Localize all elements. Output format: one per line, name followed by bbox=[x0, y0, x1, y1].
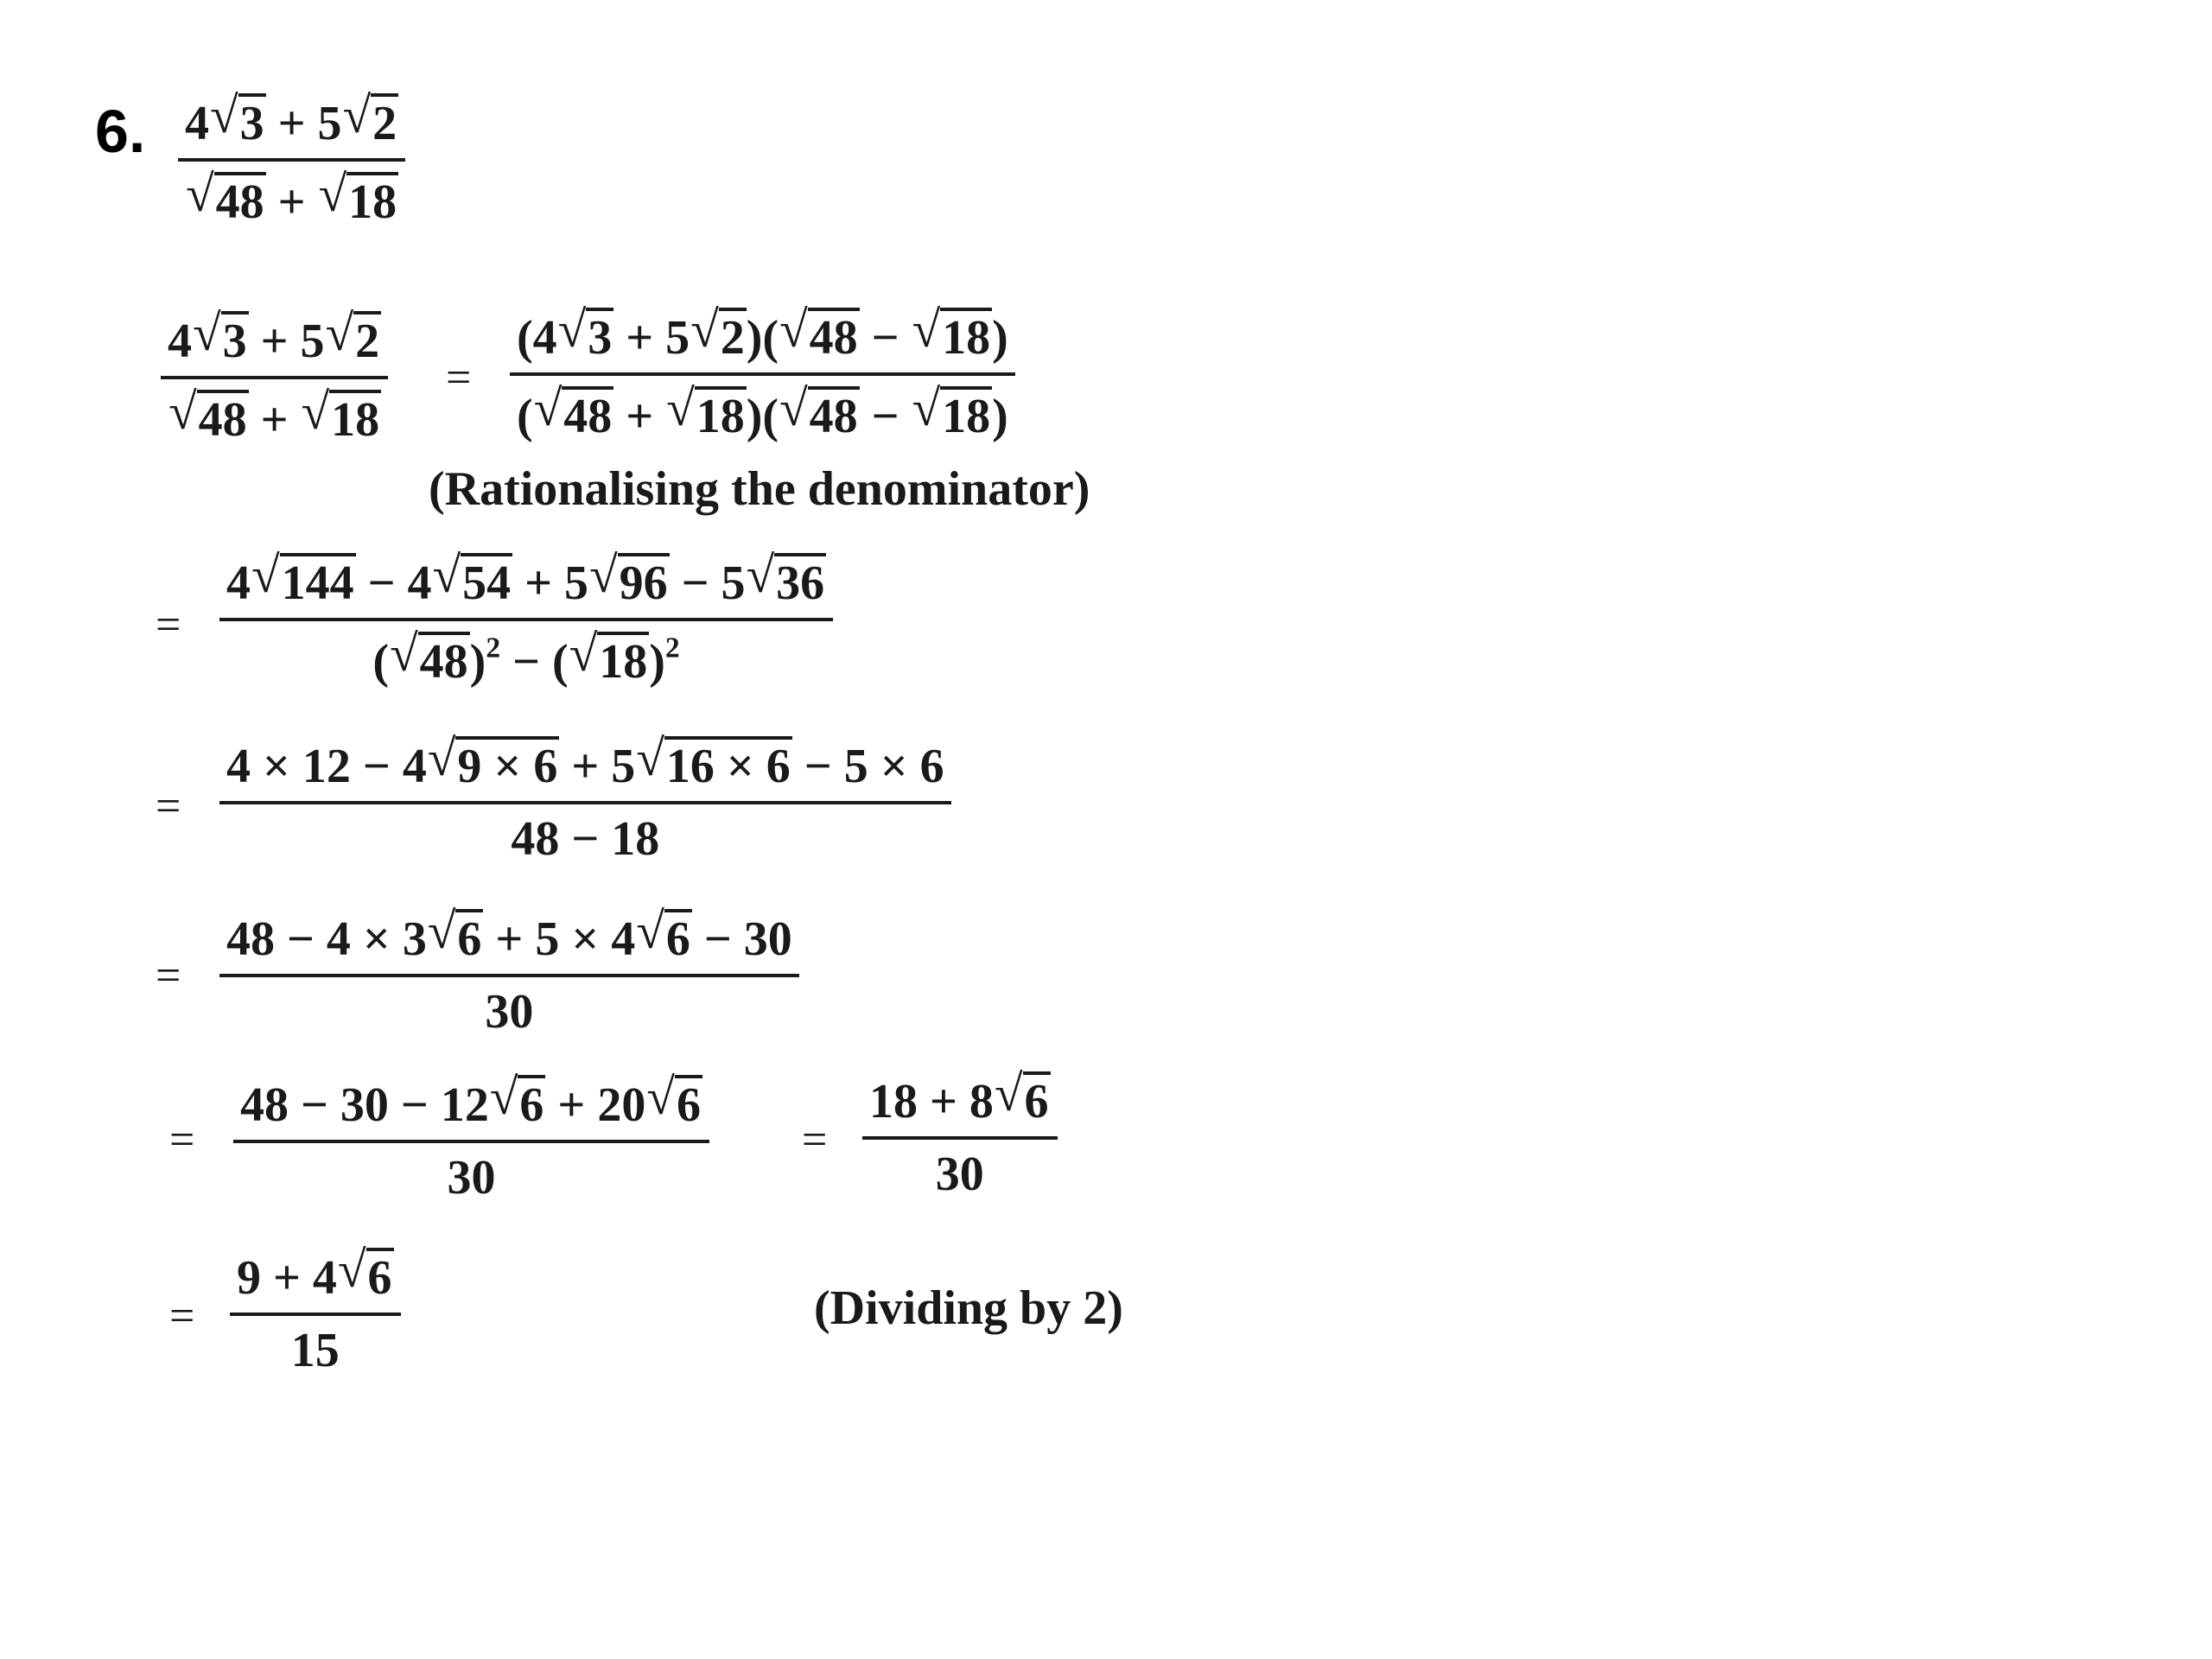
final-answer-fraction: 9 + 4√ 6 15 bbox=[230, 1248, 401, 1375]
note-rationalising: (Rationalising the denominator) bbox=[429, 462, 1090, 516]
equals-sign: = bbox=[169, 1292, 195, 1341]
step1-rhs-fraction: (4√ 3 + 5√ 2)(√ 48 − √ 18) (√ 48 + √ 18)(√ 48 − √ 18) bbox=[510, 308, 1015, 441]
equals-sign: = bbox=[156, 601, 181, 650]
step1-lhs-fraction: 4√ 3 + 5√ 2 √ 48 + √ 18 bbox=[161, 311, 388, 444]
problem-denominator: √ 48 + √ 18 bbox=[178, 162, 405, 226]
step5-fraction: 48 − 30 − 12√ 6 + 20√ 6 30 bbox=[233, 1075, 709, 1202]
equals-sign: = bbox=[446, 353, 472, 403]
question-number: 6. bbox=[95, 98, 146, 165]
problem-fraction bbox=[178, 93, 405, 229]
equals-sign: = bbox=[156, 782, 181, 831]
equals-sign: = bbox=[169, 1116, 195, 1165]
step5-simplified-fraction: 18 + 8√ 6 30 bbox=[862, 1071, 1058, 1198]
problem-numerator: 4√ 3 + 5√ 2 bbox=[178, 93, 405, 158]
equals-sign: = bbox=[156, 951, 181, 1001]
step4-fraction: 48 − 4 × 3√ 6 + 5 × 4√ 6 − 30 30 bbox=[219, 909, 799, 1036]
note-dividing: (Dividing by 2) bbox=[814, 1281, 1123, 1335]
step3-fraction: 4 × 12 − 4√ 9 × 6 + 5√ 16 × 6 − 5 × 6 48 − 18 bbox=[219, 736, 951, 863]
equals-sign: = bbox=[802, 1116, 828, 1165]
step2-fraction: 4√ 144 − 4√ 54 + 5√ 96 − 5√ 36 (√ 48)$^2$ − (√ 18)$^2$ bbox=[219, 553, 833, 686]
